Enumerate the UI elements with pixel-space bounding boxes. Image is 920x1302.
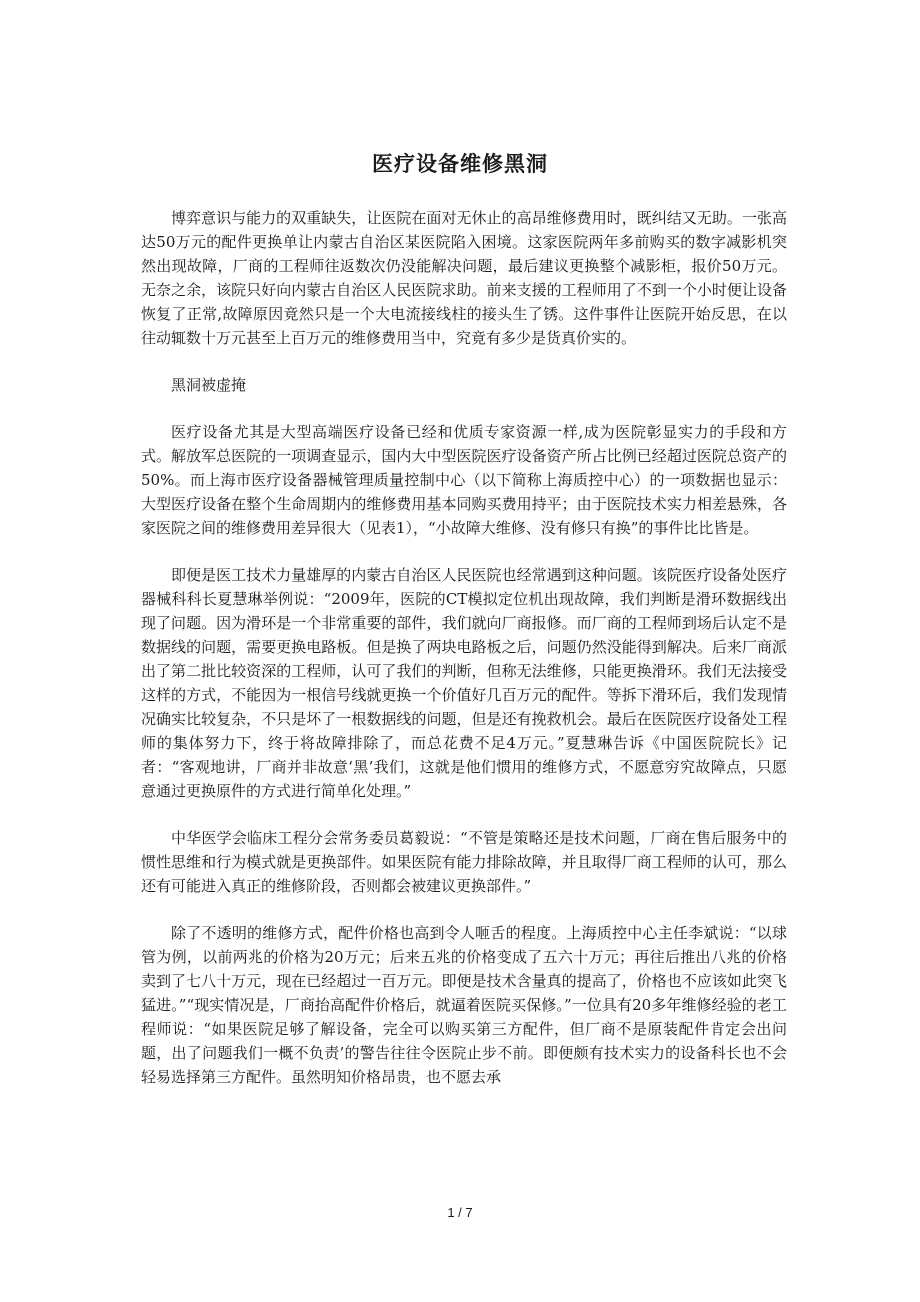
section-heading: 黑洞被虚掩 (171, 376, 247, 394)
paragraph-intro: 博弈意识与能力的双重缺失，让医院在面对无休止的高昂维修费用时，既纠结又无助。一张高达50万元的配件更换单让内蒙古自治区某医院陷入困境。这家医院两年多前购买的数字减影机突然出现故障，厂商的工程师往返数次仍没能解决问题，最后建议更换整个减影柜，报价50万元。无奈之余，该院只好向内蒙古自治区人民医院求助。前来支援的工程师用了不到一个小时便让设备恢复了正常,故障原因竟然只是一个大电流接线柱的接头生了锈。这件事件让医院开始反思，在以往动辄数十万元甚至上百万元的维修费用当中，究竟有多少是货真价实的。 (141, 209, 787, 347)
page-number: 1 / 7 (447, 1205, 473, 1220)
paragraph-ge-yi-quote: 中华医学会临床工程分会常务委员葛毅说：“不管是策略还是技术问题，厂商在售后服务中的惯性思维和行为模式就是更换部件。如果医院有能力排除故障，并且取得厂商工程师的认可，那么还有可能进入真正的维修阶段，否则都会被建议更换部件。” (141, 829, 787, 895)
paragraph-equipment-status: 医疗设备尤其是大型高端医疗设备已经和优质专家资源一样,成为医院彰显实力的手段和方式。解放军总医院的一项调查显示，国内大中型医院医疗设备资产所占比例已经超过医院总资产的50%。而上海市医疗设备器械管理质量控制中心（以下简称上海质控中心）的一项数据也显示：大型医疗设备在整个生命周期内的维修费用基本同购买费用持平；由于医院技术实力相差悬殊，各家医院之间的维修费用差异很大（见表1），“小故障大维修、没有修只有换”的事件比比皆是。 (141, 423, 787, 537)
paragraph-ct-case: 即便是医工技术力量雄厚的内蒙古自治区人民医院也经常遇到这种问题。该院医疗设备处医疗器械科科长夏慧琳举例说：“2009年，医院的CT模拟定位机出现故障，我们判断是滑环数据线出现了问题。因为滑环是一个非常重要的部件，我们就向厂商报修。而厂商的工程师到场后认定不是数据线的问题，需要更换电路板。但是换了两块电路板之后，问题仍然没能得到解决。后来厂商派出了第二批比较资深的工程师，认可了我们的判断，但称无法维修，只能更换滑环。我们无法接受这样的方式，不能因为一根信号线就更换一个价值好几百万元的配件。等拆下滑环后，我们发现情况确实比较复杂，不只是坏了一根数据线的问题，但是还有挽救机会。最后在医院医疗设备处工程师的集体努力下，终于将故障排除了，而总花费不足4万元。”夏慧琳告诉《中国医院院长》记者：“客观地讲，厂商并非故意‘黑’我们，这就是他们惯用的维修方式，不愿意穷究故障点，只愿意通过更换原件的方式进行简单化处理。” (141, 566, 787, 800)
paragraph-parts-pricing: 除了不透明的维修方式，配件价格也高到令人咂舌的程度。上海质控中心主任李斌说：“以球管为例，以前两兆的价格为20万元；后来五兆的价格变成了五六十万元；再往后推出八兆的价格卖到了七八十万元，现在已经超过一百万元。即便是技术含量真的提高了，价格也不应该如此突飞猛进。”“现实情况是，厂商抬高配件价格后，就逼着医院买保修。”一位具有20多年维修经验的老工程师说：“如果医院足够了解设备，完全可以购买第三方配件，但厂商不是原装配件肯定会出问题，出了问题我们一概不负责’的警告往往令医院止步不前。即便颇有技术实力的设备科长也不会轻易选择第三方配件。虽然明知价格昂贵，也不愿去承 (141, 924, 787, 1086)
document-body (141, 206, 787, 1112)
document-title: 医疗设备维修黑洞 (372, 151, 548, 176)
